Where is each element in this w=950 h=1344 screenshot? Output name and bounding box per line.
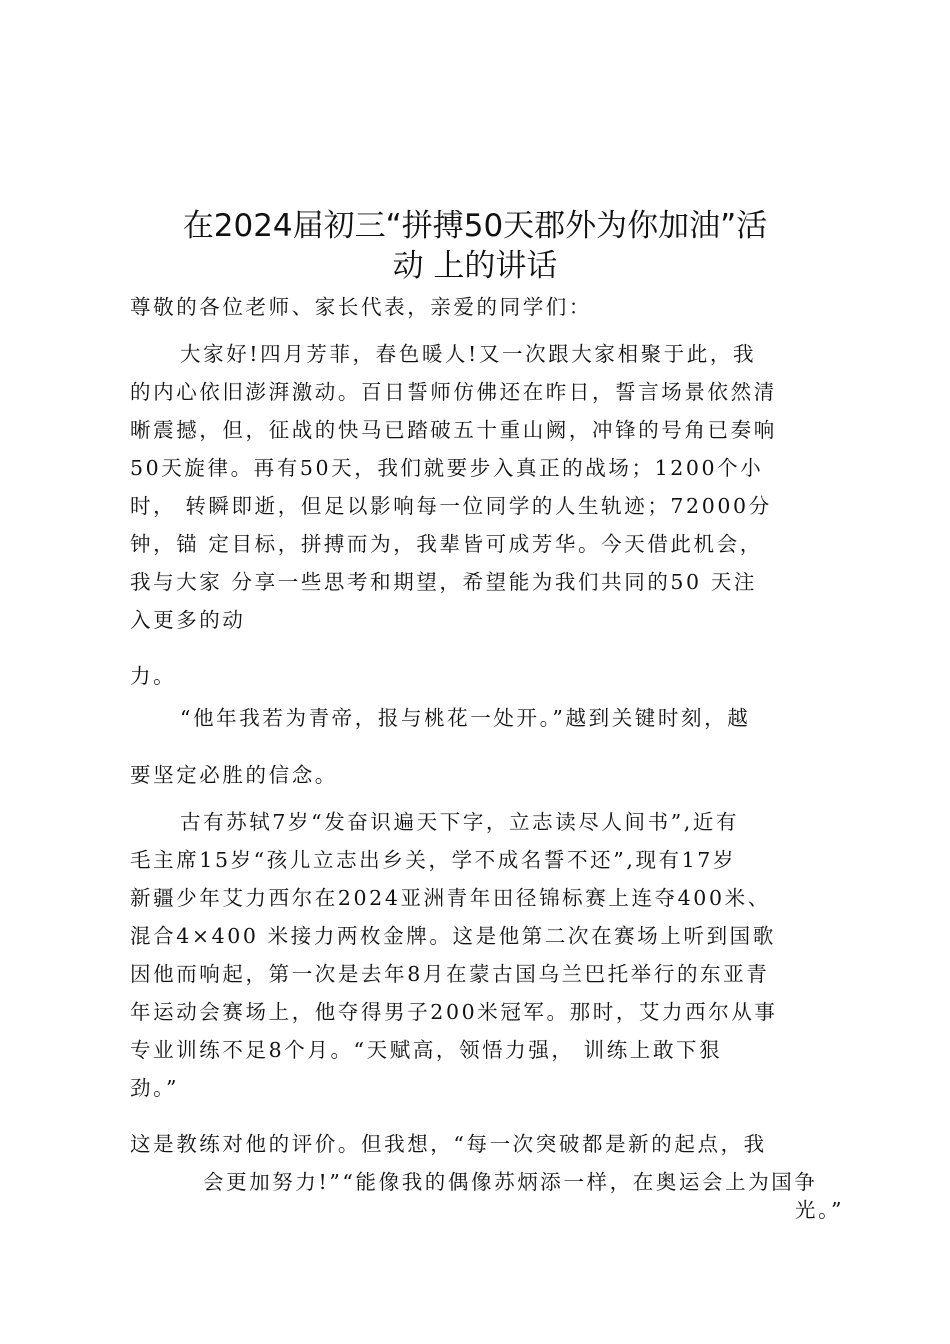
- paragraph-line: 时， 转瞬即逝，但足以影响每一位同学的人生轨迹；72000分: [130, 494, 772, 518]
- paragraph-line: 毛主席15岁“孩儿立志出乡关，学不成名誓不还”,现有17岁: [130, 848, 737, 872]
- paragraph-line: 入更多的动: [130, 608, 246, 632]
- paragraph-line: 晰震撼，但，征战的快马已踏破五十重山阙，冲锋的号角已奏响: [130, 418, 777, 442]
- document-title-line-1: 在2024届初三“拼搏50天郡外为你加油”活: [182, 208, 768, 244]
- paragraph-line: 钟，锚 定目标，拼搏而为，我辈皆可成芳华。今天借此机会，: [130, 532, 763, 556]
- paragraph-line: “他年我若为青帝，报与桃花一处开。”越到关键时刻，越: [180, 706, 751, 730]
- paragraph-line: 新疆少年艾力西尔在2024亚洲青年田径锦标赛上连夺400米、: [130, 886, 771, 910]
- paragraph-line: 要坚定必胜的信念。: [130, 763, 338, 787]
- paragraph-line: 劲。”: [130, 1076, 180, 1100]
- paragraph-line: 混合4×400 米接力两枚金牌。这是他第二次在赛场上听到国歌: [130, 924, 776, 948]
- paragraph-line: 年运动会赛场上，他夺得男子200米冠军。那时，艾力西尔从事: [130, 1000, 778, 1024]
- document-title-line-2: 动 上的讲话: [392, 248, 558, 284]
- paragraph-line: 我与大家 分享一些思考和期望，希望能为我们共同的50 天注: [130, 570, 758, 594]
- paragraph-line: 专业训练不足8个月。“天赋高，领悟力强， 训练上敢下狠: [130, 1038, 723, 1062]
- paragraph-line: 因他而响起，第一次是去年8月在蒙古国乌兰巴托举行的东亚青: [130, 962, 770, 986]
- salutation: 尊敬的各位老师、家长代表，亲爱的同学们：: [130, 295, 592, 319]
- paragraph-line: 的内心依旧澎湃激动。百日誓师仿佛还在昨日，誓言场景依然清: [130, 380, 777, 404]
- paragraph-line: 这是教练对他的评价。但我想，“每一次突破都是新的起点，我: [130, 1132, 767, 1156]
- paragraph-line: 大家好!四月芳菲，春色暖人!又一次跟大家相聚于此，我: [180, 342, 757, 366]
- paragraph-line: 50天旋律。再有50天，我们就要步入真正的战场；1200个小: [130, 456, 764, 480]
- paragraph-line: 光。”: [795, 1198, 845, 1222]
- paragraph-line: 会更加努力!”“能像我的偶像苏炳添一样，在奥运会上为国争: [203, 1170, 818, 1194]
- paragraph-line: 古有苏轼7岁“发奋识遍天下字，立志读尽人间书”,近有: [180, 810, 740, 834]
- paragraph-line: 力。: [130, 664, 177, 688]
